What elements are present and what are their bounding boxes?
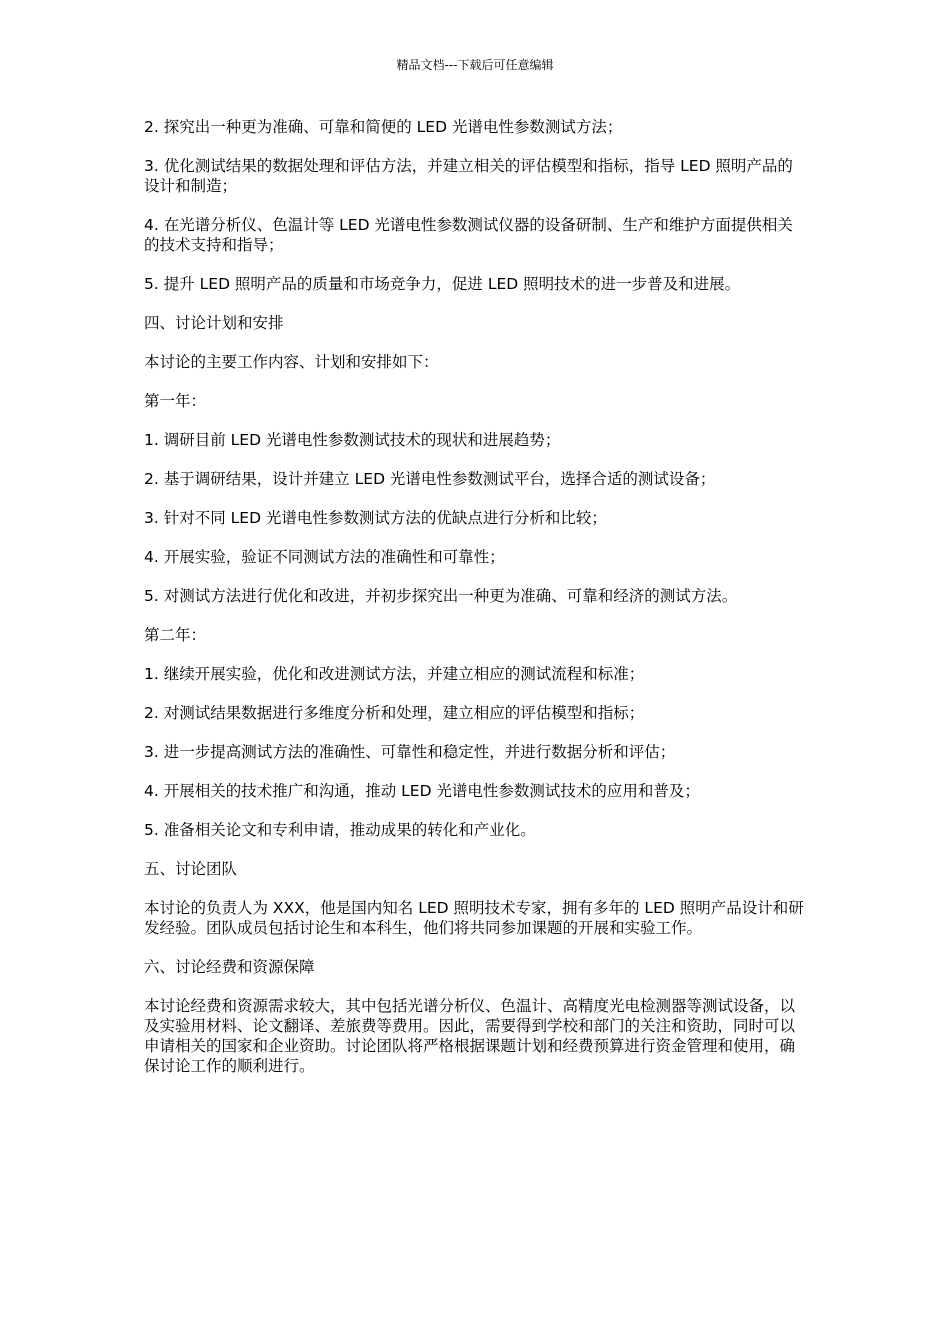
section-heading: 四、讨论计划和安排 [144, 314, 284, 332]
paragraph: 本讨论的负责人为 XXX，他是国内知名 LED 照明技术专家，拥有多年的 LED 照明产品设计和研发经验。团队成员包括讨论生和本科生，他们将共同参加课题的开展和实验工作。 [144, 899, 804, 937]
paragraph: 本讨论经费和资源需求较大，其中包括光谱分析仪、色温计、高精度光电检测器等测试设备，以及实验用材料、论文翻译、差旅费等费用。因此，需要得到学校和部门的关注和资助，同时可以申请相关的国家和企业资助。讨论团队将严格根据课题计划和经费预算进行资金管理和使用，确保讨论工作的顺利进行。 [144, 997, 796, 1075]
document-body [144, 117, 808, 1095]
list-item: 4. 在光谱分析仪、色温计等 LED 光谱电性参数测试仪器的设备研制、生产和维护方面提供相关的技术支持和指导； [144, 216, 793, 254]
list-item: 2. 探究出一种更为准确、可靠和简便的 LED 光谱电性参数测试方法； [144, 118, 623, 136]
list-item: 5. 提升 LED 照明产品的质量和市场竞争力，促进 LED 照明技术的进一步普及和进展。 [144, 275, 741, 293]
list-item: 3. 优化测试结果的数据处理和评估方法，并建立相关的评估模型和指标，指导 LED 照明产品的设计和制造； [144, 157, 793, 195]
list-item: 2. 对测试结果数据进行多维度分析和处理，建立相应的评估模型和指标； [144, 704, 645, 722]
list-item: 1. 继续开展实验，优化和改进测试方法，并建立相应的测试流程和标准； [144, 665, 645, 683]
paragraph: 本讨论的主要工作内容、计划和安排如下： [144, 353, 439, 371]
section-heading: 六、讨论经费和资源保障 [144, 958, 315, 976]
list-item: 4. 开展相关的技术推广和沟通，推动 LED 光谱电性参数测试技术的应用和普及； [144, 782, 700, 800]
year-heading: 第一年： [144, 392, 207, 410]
section-heading: 五、讨论团队 [144, 860, 238, 878]
list-item: 3. 针对不同 LED 光谱电性参数测试方法的优缺点进行分析和比较； [144, 509, 607, 527]
list-item: 3. 进一步提高测试方法的准确性、可靠性和稳定性，并进行数据分析和评估； [144, 743, 676, 761]
list-item: 1. 调研目前 LED 光谱电性参数测试技术的现状和进展趋势； [144, 431, 561, 449]
year-heading: 第二年： [144, 626, 207, 644]
list-item: 4. 开展实验，验证不同测试方法的准确性和可靠性； [144, 548, 505, 566]
list-item: 5. 准备相关论文和专利申请，推动成果的转化和产业化。 [144, 821, 536, 839]
page-header: 精品文档---下载后可任意编辑 [396, 58, 554, 72]
list-item: 2. 基于调研结果，设计并建立 LED 光谱电性参数测试平台，选择合适的测试设备； [144, 470, 716, 488]
list-item: 5. 对测试方法进行优化和改进，并初步探究出一种更为准确、可靠和经济的测试方法。 [144, 587, 738, 605]
